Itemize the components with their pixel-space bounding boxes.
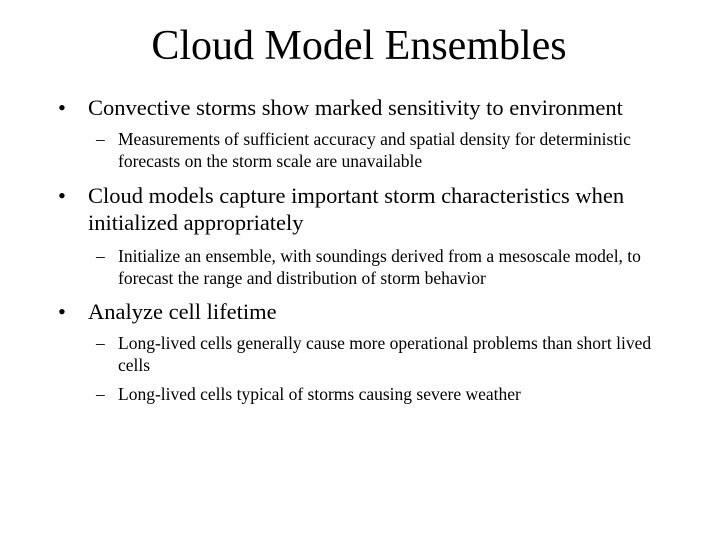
slide-title: Cloud Model Ensembles — [151, 23, 567, 69]
bullet-item — [58, 298, 698, 325]
sub-bullet-item — [96, 128, 676, 172]
bullet-marker: • — [58, 95, 66, 120]
sub-bullet-marker: – — [96, 333, 105, 353]
bullet-marker: • — [58, 299, 66, 324]
sub-bullet-marker: – — [96, 384, 105, 404]
sub-bullet-text: Measurements of sufficient accuracy and spatial density for deterministic forecasts on the storm scale are unavailable — [118, 129, 631, 171]
bullet-item — [58, 94, 698, 121]
bullet-text: Cloud models capture important storm characteristics when initialized appropriately — [88, 183, 625, 235]
bullet-item — [58, 182, 698, 236]
sub-bullet-text: Long-lived cells generally cause more operational problems than short lived cells — [118, 333, 652, 375]
bullet-text: Analyze cell lifetime — [88, 299, 277, 324]
bullet-text: Convective storms show marked sensitivity to environment — [88, 95, 623, 120]
sub-bullet-item — [96, 245, 676, 289]
sub-bullet-marker: – — [96, 129, 105, 149]
sub-bullet-item — [96, 332, 676, 376]
sub-bullet-item — [96, 383, 676, 405]
sub-bullet-text: Long-lived cells typical of storms causing severe weather — [118, 384, 521, 404]
sub-bullet-marker: – — [96, 246, 105, 266]
sub-bullet-text: Initialize an ensemble, with soundings derived from a mesoscale model, to forecast the range and distribution of storm behavior — [118, 246, 641, 288]
bullet-marker: • — [58, 183, 66, 208]
